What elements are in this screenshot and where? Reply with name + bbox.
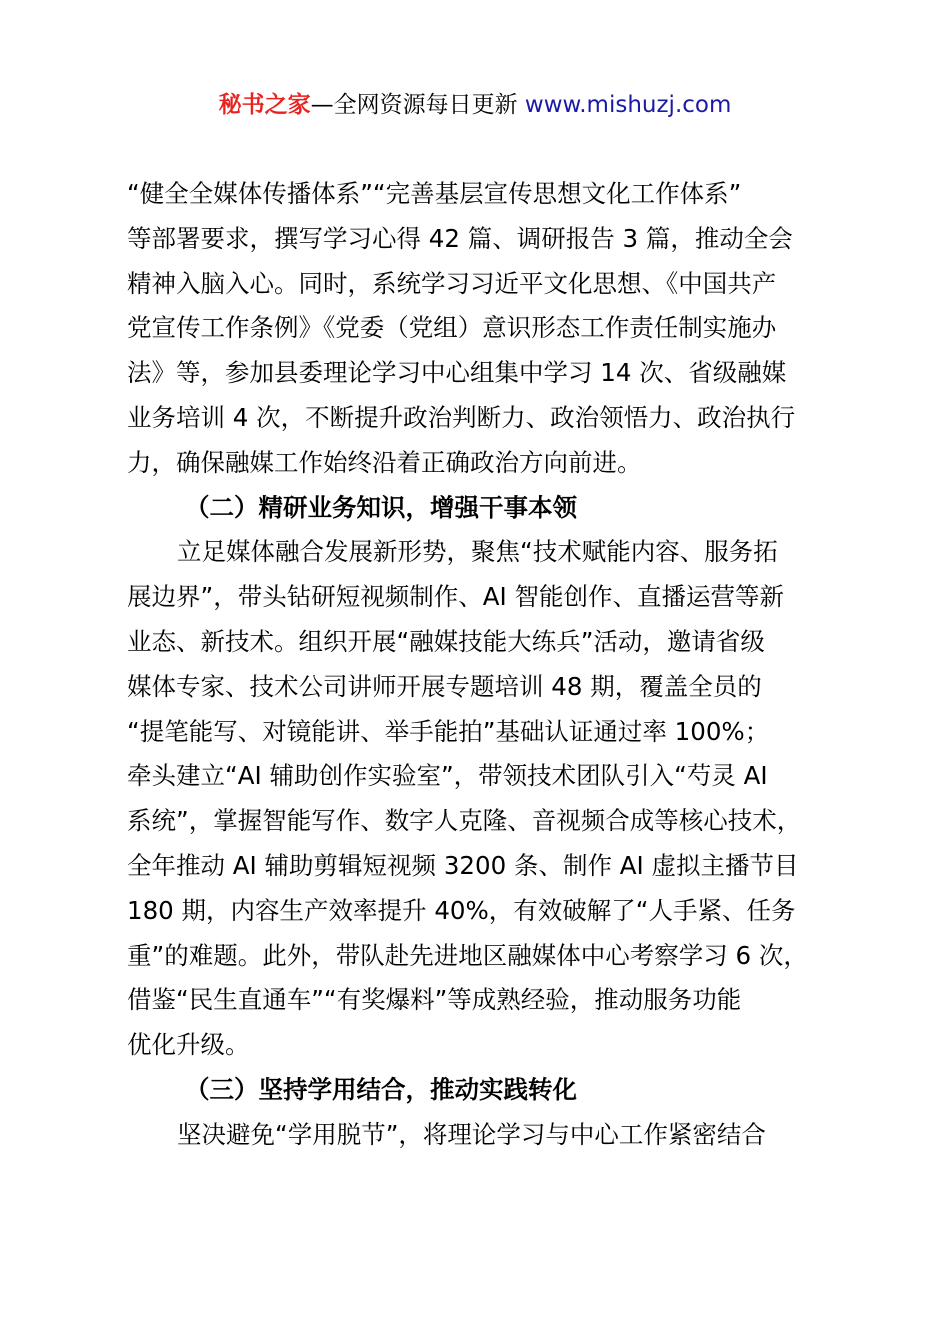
paragraph-line: 坚决避免“学用脱节”，将理论学习与中心工作紧密结合 <box>177 1119 766 1149</box>
paragraph-line: 党宣传工作条例》《党委（党组）意识形态工作责任制实施办 <box>127 313 777 343</box>
site-brand: 秘书之家 <box>218 92 311 118</box>
paragraph-line: 优化升级。 <box>127 1030 250 1060</box>
paragraph-line: 系统”，掌握智能写作、数字人克隆、音视频合成等核心技术， <box>127 806 802 836</box>
paragraph-line: 精神入脑入心。同时，系统学习习近平文化思想、《中国共产 <box>127 268 777 298</box>
paragraph-line: 立足媒体融合发展新形势，聚焦“技术赋能内容、服务拓 <box>177 537 778 567</box>
paragraph-line: 重”的难题。此外，带队赴先进地区融媒体中心考察学习 6 次， <box>127 940 808 970</box>
paragraph-line: 展边界”，带头钻研短视频制作、AI 智能创作、直播运营等新 <box>127 582 784 612</box>
paragraph-line: 法》等，参加县委理论学习中心组集中学习 14 次、省级融媒 <box>127 358 787 388</box>
paragraph-line: 180 期，内容生产效率提升 40%，有效破解了“人手紧、任务 <box>127 895 796 925</box>
site-url[interactable]: www.mishuzj.com <box>524 92 732 118</box>
paragraph-line: 借鉴“民生直通车”“有奖爆料”等成熟经验，推动服务功能 <box>127 985 742 1015</box>
paragraph-line: 业态、新技术。组织开展“融媒技能大练兵”活动，邀请省级 <box>127 626 765 656</box>
paragraph-line: 力，确保融媒工作始终沿着正确政治方向前进。 <box>127 447 642 477</box>
paragraph-line: 牵头建立“AI 辅助创作实验室”，带领技术团队引入“芍灵 AI <box>127 761 768 791</box>
site-header <box>0 88 950 122</box>
document-body <box>127 172 837 1158</box>
site-tagline: —全网资源每日更新 <box>310 92 525 118</box>
paragraph-line: 业务培训 4 次，不断提升政治判断力、政治领悟力、政治执行 <box>127 402 796 432</box>
section-heading-3: （三）坚持学用结合，推动实践转化 <box>185 1074 577 1104</box>
paragraph-line: 媒体专家、技术公司讲师开展专题培训 48 期，覆盖全员的 <box>127 671 762 701</box>
paragraph-line: 全年推动 AI 辅助剪辑短视频 3200 条、制作 AI 虚拟主播节目 <box>127 850 799 880</box>
section-heading-2: （二）精研业务知识，增强干事本领 <box>185 492 577 522</box>
paragraph-line: 等部署要求，撰写学习心得 42 篇、调研报告 3 篇，推动全会 <box>127 223 793 253</box>
paragraph-line: “健全全媒体传播体系”“完善基层宣传思想文化工作体系” <box>127 179 742 208</box>
paragraph-line: “提笔能写、对镜能讲、举手能拍”基础认证通过率 100%； <box>127 716 770 746</box>
